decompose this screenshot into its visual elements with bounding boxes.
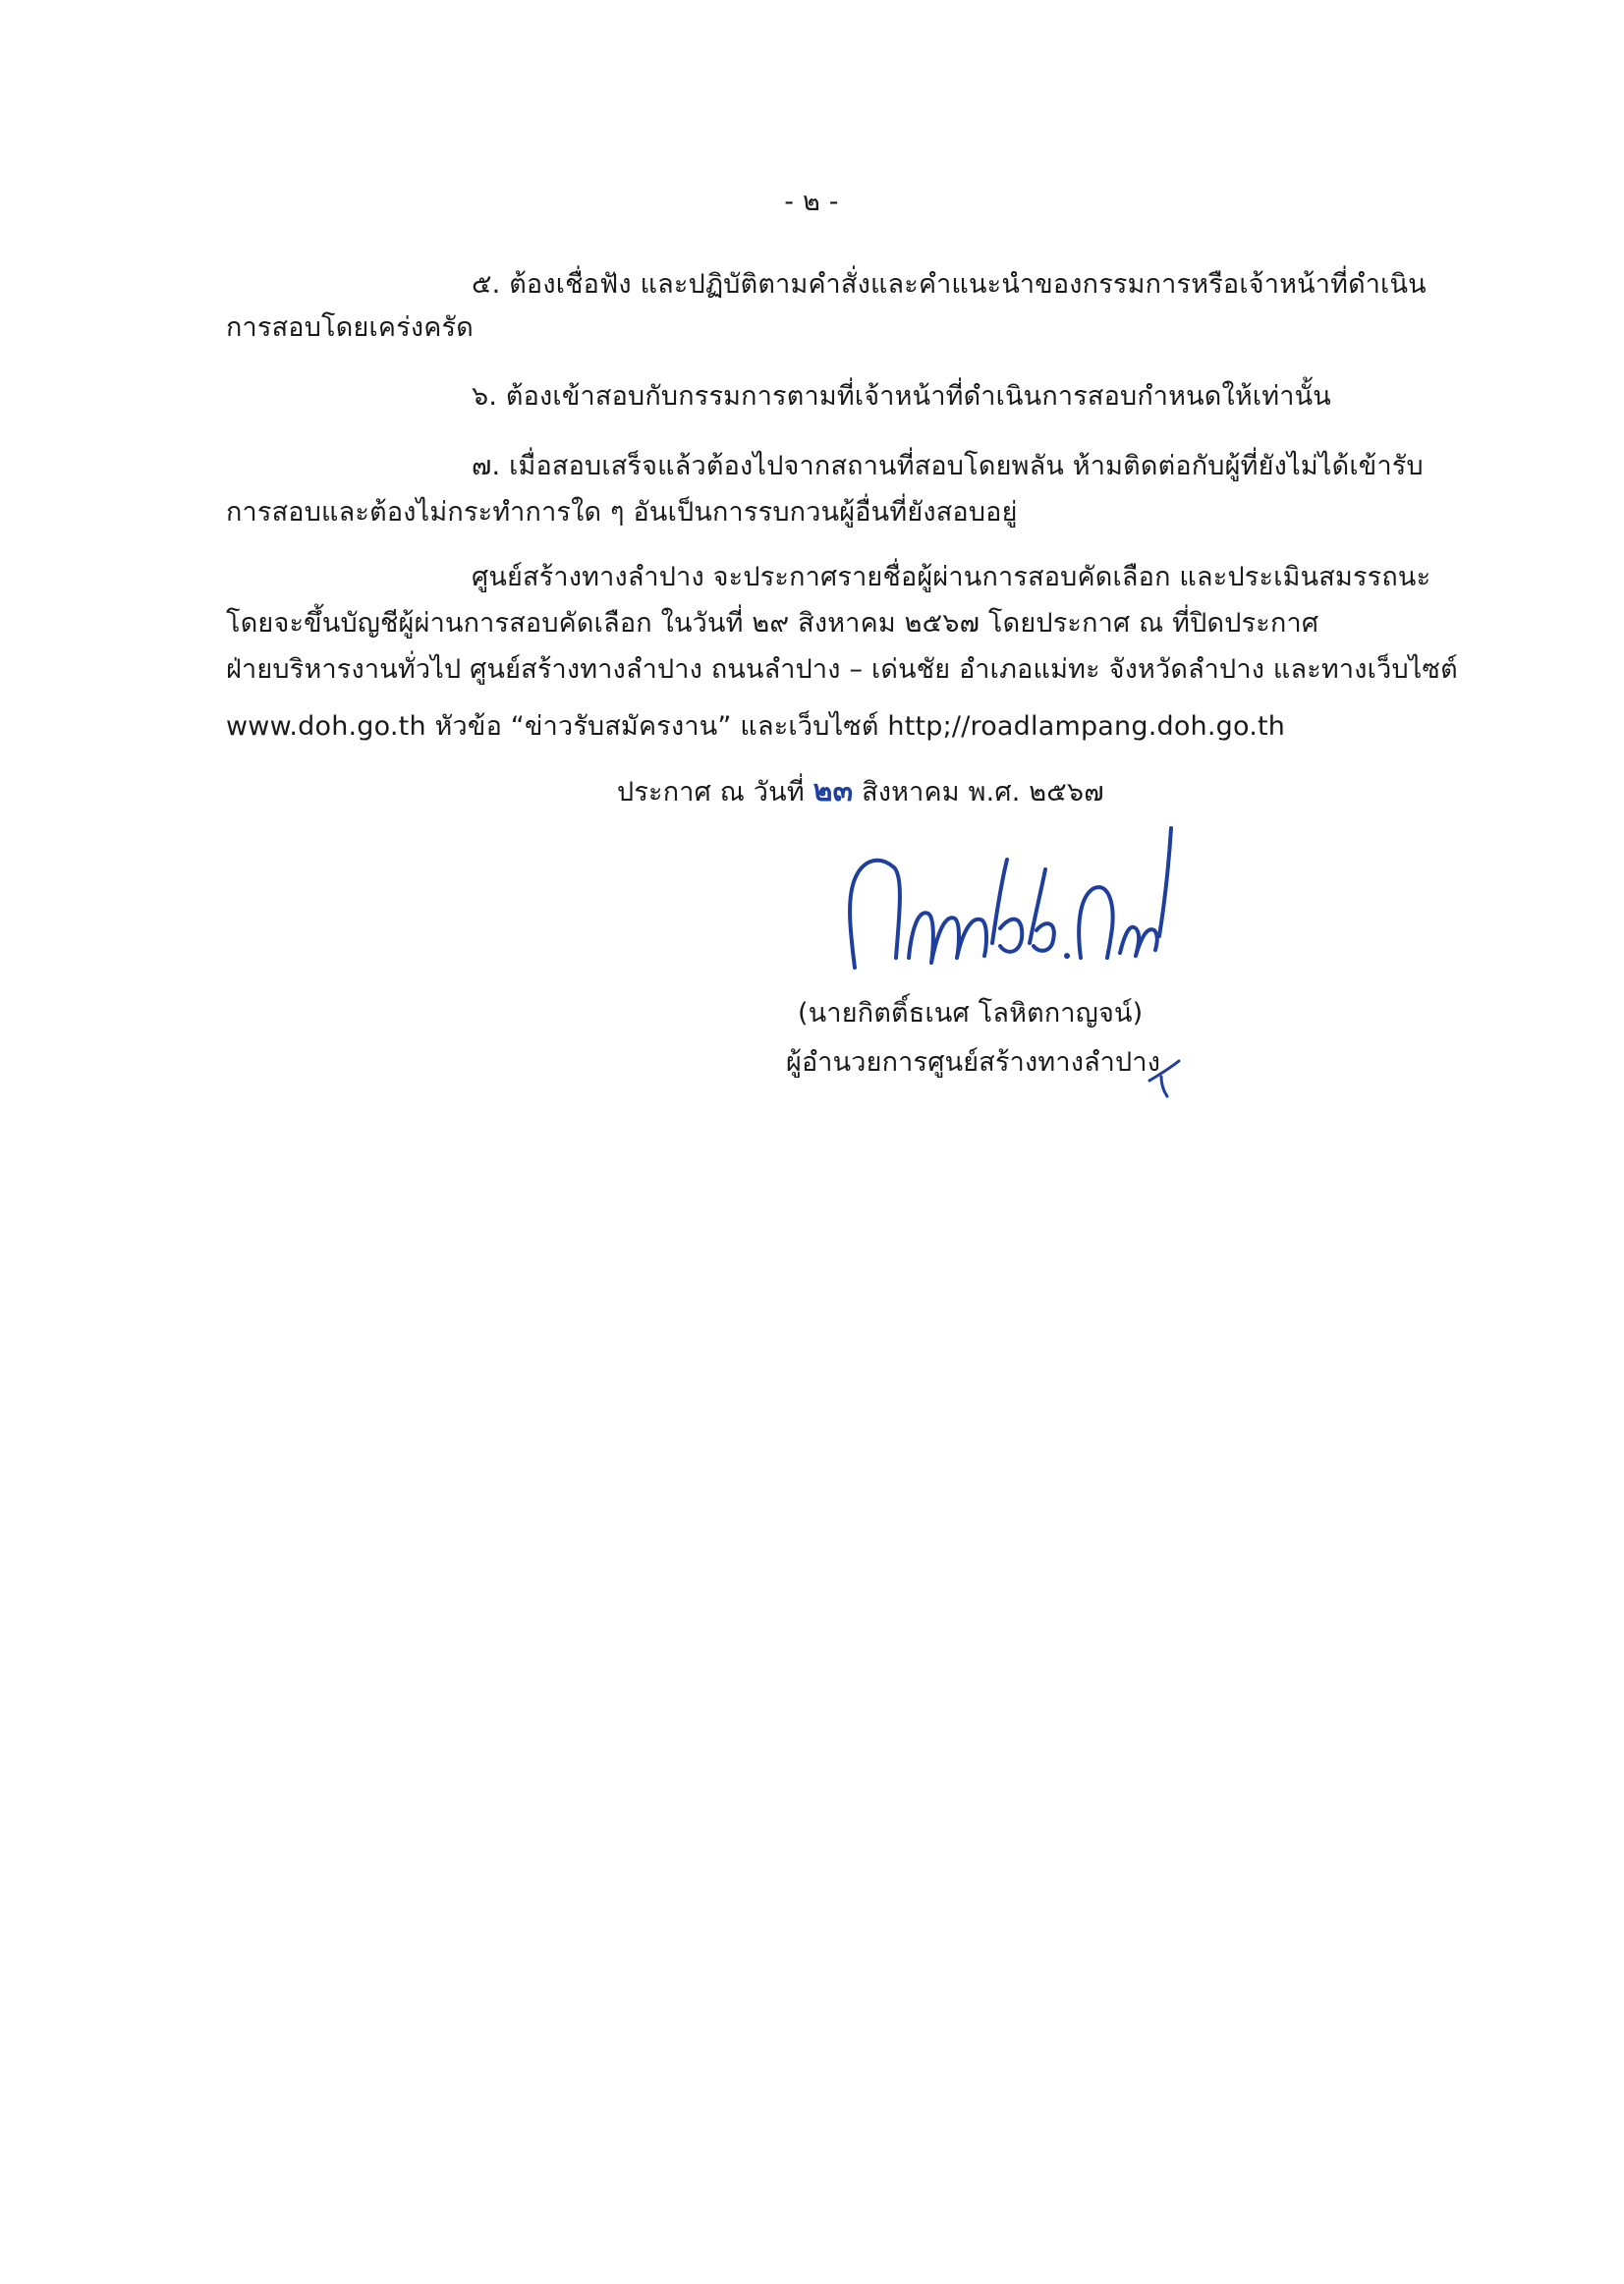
item-7-line-2: การสอบและต้องไม่กระทำการใด ๆ อันเป็นการรบกวนผู้อื่นที่ยังสอบอยู่ — [226, 497, 1018, 528]
date-prefix: ประกาศ ณ วันที่ — [617, 777, 805, 808]
initial-mark — [1146, 1051, 1185, 1100]
item-6-line-1: ๖. ต้องเข้าสอบกับกรรมการตามที่เจ้าหน้าที่ดำเนินการสอบกำหนดให้เท่านั้น — [472, 381, 1331, 412]
announcement-line-4: www.doh.go.th หัวข้อ “ข่าวรับสมัครงาน” และเว็บไซต์ http;//roadlampang.doh.go.th — [226, 711, 1286, 742]
item-5-line-1: ๕. ต้องเชื่อฟัง และปฏิบัติตามคำสั่งและคำแนะนำของกรรมการหรือเจ้าหน้าที่ดำเนิน — [472, 269, 1427, 300]
announcement-line-1: ศูนย์สร้างทางลำปาง จะประกาศรายชื่อผู้ผ่านการสอบคัดเลือก และประเมินสมรรถนะ — [472, 562, 1431, 592]
item-5-line-2: การสอบโดยเคร่งครัด — [226, 312, 474, 343]
date-day-handwritten: ๒๓ — [812, 774, 854, 808]
announcement-date — [617, 772, 1104, 812]
date-suffix: สิงหาคม พ.ศ. ๒๕๖๗ — [862, 777, 1104, 808]
signature-image — [835, 820, 1179, 992]
page-number: - ๒ - — [784, 187, 839, 217]
signatory-position: ผู้อำนวยการศูนย์สร้างทางลำปาง — [786, 1047, 1161, 1078]
announcement-line-2: โดยจะขึ้นบัญชีผู้ผ่านการสอบคัดเลือก ในวันที่ ๒๙ สิงหาคม ๒๕๖๗ โดยประกาศ ณ ที่ปิดประกาศ — [226, 608, 1319, 639]
signatory-name: (นายกิตติ์ธเนศ โลหิตกาญจน์) — [798, 998, 1144, 1029]
announcement-line-3: ฝ่ายบริหารงานทั่วไป ศูนย์สร้างทางลำปาง ถนนลำปาง – เด่นชัย อำเภอแม่ทะ จังหวัดลำปาง และทางเว็บไซต์ — [226, 654, 1458, 685]
item-7-line-1: ๗. เมื่อสอบเสร็จแล้วต้องไปจากสถานที่สอบโดยพลัน ห้ามติดต่อกับผู้ที่ยังไม่ได้เข้ารับ — [472, 451, 1424, 481]
